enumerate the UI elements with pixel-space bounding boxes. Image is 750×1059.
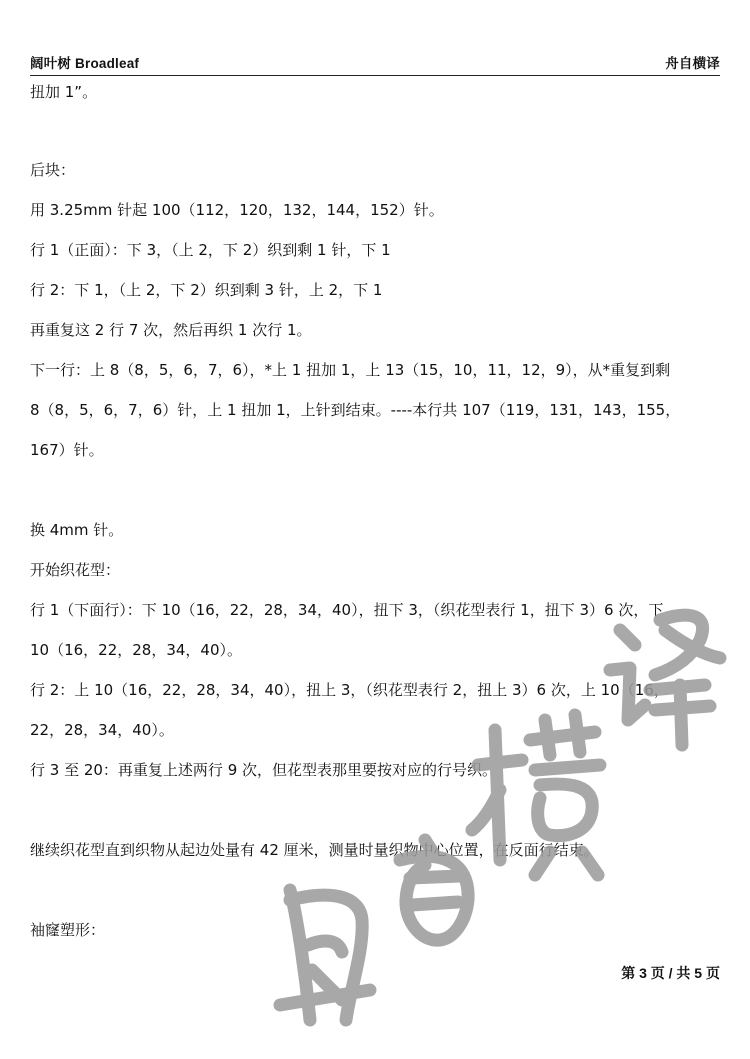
page-header	[30, 52, 720, 76]
section-heading-pattern: 开始织花型：	[30, 561, 121, 579]
paragraph-line: 167）针。	[30, 441, 104, 459]
paragraph-line: 行 3 至 20：再重复上述两行 9 次，但花型表那里要按对应的行号织。	[30, 761, 498, 779]
paragraph-line: 10（16，22，28，34，40）。	[30, 641, 243, 659]
blank-gap	[30, 470, 730, 510]
paragraph-line: 行 2：上 10（16，22，28，34，40），扭上 3，（织花型表行 2，扭上 3）6 次，上 10（16，	[30, 681, 669, 699]
header-title-left: 阔叶树 Broadleaf	[30, 56, 140, 71]
paragraph-line: 行 1（下面行）：下 10（16，22，28，34，40），扭下 3，（织花型表行 1，扭下 3）6 次，下	[30, 601, 664, 619]
paragraph-line: 扭加 1”。	[30, 83, 98, 101]
blank-gap	[30, 870, 730, 910]
section-heading-back: 后块：	[30, 161, 76, 179]
paragraph-line: 行 1（正面）：下 3，（上 2，下 2）织到剩 1 针，下 1	[30, 241, 391, 259]
document-body	[30, 82, 730, 950]
paragraph-line: 下一行：上 8（8，5，6，7，6），*上 1 扭加 1，上 13（15，10，11，12，9），从*重复到剩	[30, 361, 671, 379]
paragraph-line: 换 4mm 针。	[30, 521, 124, 539]
blank-gap	[30, 102, 730, 150]
section-heading-armhole: 袖窿塑形：	[30, 921, 106, 939]
paragraph-line: 行 2：下 1，（上 2，下 2）织到剩 3 针，上 2，下 1	[30, 281, 383, 299]
blank-gap	[30, 790, 730, 830]
paragraph-line: 用 3.25mm 针起 100（112，120，132，144，152）针。	[30, 201, 444, 219]
page-number: 第 3 页 / 共 5 页	[621, 965, 720, 981]
paragraph-line: 22，28，34，40）。	[30, 721, 174, 739]
paragraph-line: 再重复这 2 行 7 次，然后再织 1 次行 1。	[30, 321, 312, 339]
paragraph-line: 继续织花型直到织物从起边处量有 42 厘米，测量时量织物中心位置，在反面行结束。	[30, 841, 599, 859]
header-title-right: 舟自横译	[665, 56, 720, 71]
paragraph-line: 8（8，5，6，7，6）针，上 1 扭加 1，上针到结束。----本行共 107（119，131，143，155，	[30, 401, 681, 419]
